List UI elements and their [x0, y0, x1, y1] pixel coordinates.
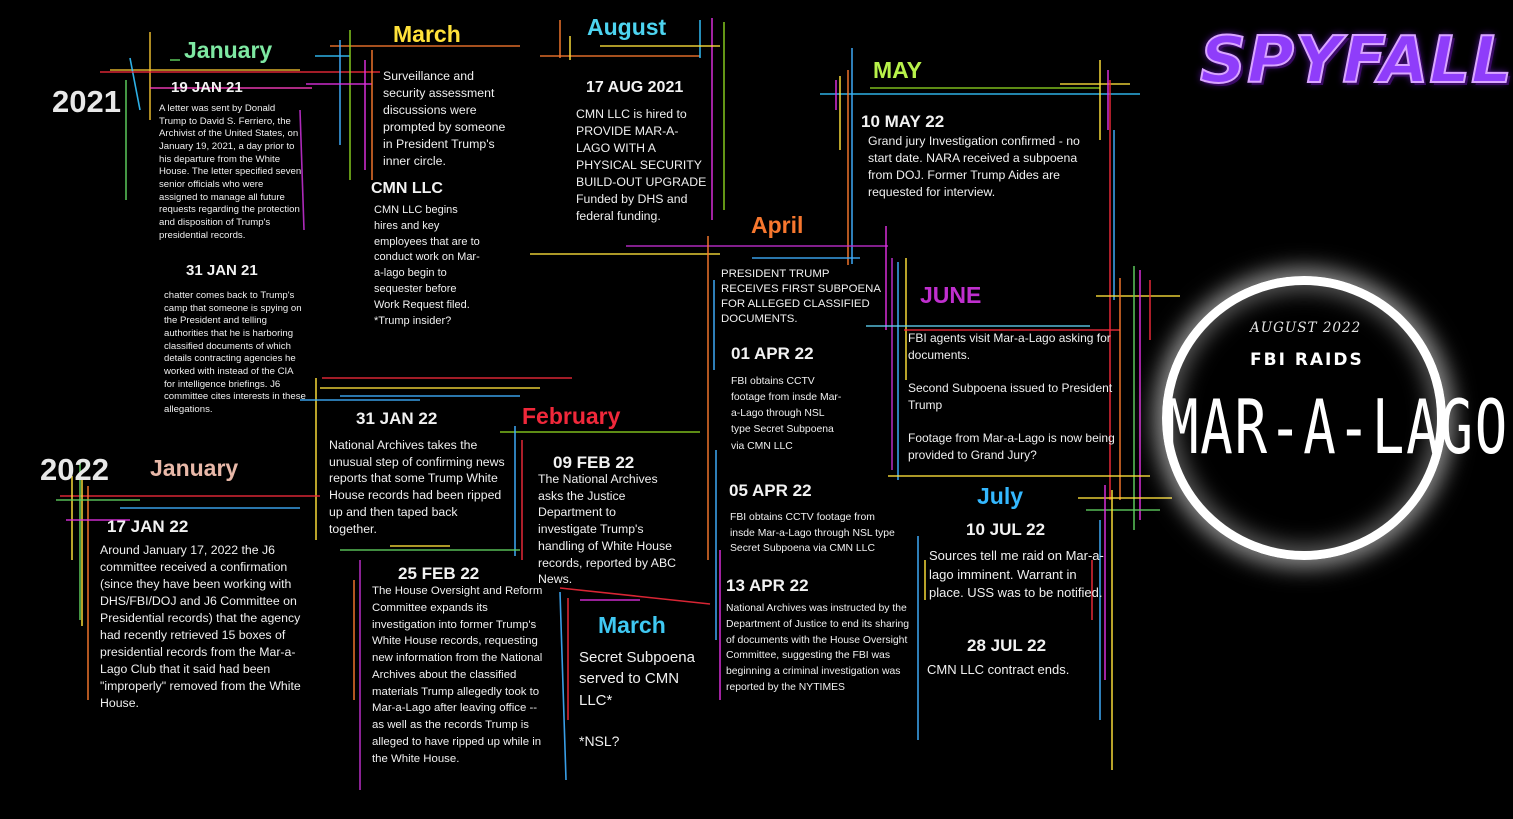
spyfall-logo: SPYFALL: [1200, 24, 1513, 98]
ring-title: MAR-A-LAGO: [1166, 384, 1510, 472]
event-title-cmn-llc: CMN LLC: [371, 180, 443, 197]
event-date-13-apr-22: 13 APR 22: [726, 576, 809, 595]
event-text-cmn-llc: CMN LLC begins hires and key employees that are to conduct work on Mar-a-lago begin to sequester before Work Request filed. *Trump insider?: [374, 204, 480, 327]
month-january-2021: January: [184, 37, 273, 63]
event-text-31-jan-22: National Archives takes the unusual step of confirming news reports that some Trump White House records had been ripped up and then taped back together.: [329, 438, 505, 536]
event-date-19-jan-21: 19 JAN 21: [171, 79, 243, 96]
event-date-31-jan-21: 31 JAN 21: [186, 262, 258, 279]
event-note-march-2022: *NSL?: [579, 733, 620, 749]
ring-heading: FBI RAIDS: [1250, 350, 1364, 370]
event-date-28-jul-22: 28 JUL 22: [967, 636, 1047, 655]
month-march-2021: March: [393, 21, 461, 47]
event-text-march-2021: Surveillance and security assessment discussions were prompted by someone in President Trump's inner circle.: [383, 69, 506, 168]
event-text-june-2022-footage: Footage from Mar-a-Lago is now being provided to Grand Jury?: [908, 431, 1115, 462]
event-text-march-2022: Secret Subpoena served to CMN LLC*: [579, 649, 695, 709]
event-text-05-apr-22: FBI obtains CCTV footage from insde Mar-a-Lago through NSL type Secret Subpoena via CMN LLC: [730, 512, 895, 555]
event-text-31-jan-21: chatter comes back to Trump's camp that someone is spying on the President and telling authorities that he is harboring classified documents of which details contracting agencies he worked with instead of the CIA for intelligence briefings. J6 committee cites interests in these allegations.: [164, 290, 306, 415]
ring-subtitle: AUGUST 2022: [1250, 320, 1362, 336]
event-text-09-feb-22: The National Archives asks the Justice Department to investigate Trump's handling of White House records, reported by ABC News.: [538, 472, 677, 587]
event-date-10-may-22: 10 MAY 22: [861, 112, 945, 131]
event-text-june-2022-subpoena: Second Subpoena issued to President Trump: [908, 381, 1113, 412]
event-text-17-jan-22: Around January 17, 2022 the J6 committee received a confirmation (since they have been working with DHS/FBI/DOJ and J6 Committee on Presidential records) that the agency had recently retrieved 15 boxes of presidential records from the Mar-a-Lago Club that it said had been "improperly" removed from the White House.: [100, 543, 301, 710]
event-date-25-feb-22: 25 FEB 22: [398, 564, 480, 583]
neon-line: [560, 592, 566, 780]
event-text-01-apr-22: FBI obtains CCTV footage from insde Mar-a-Lago through NSL type Secret Subpoena via CMN LLC: [731, 376, 842, 452]
event-text-april-2022: PRESIDENT TRUMP RECEIVES FIRST SUBPOENA FOR ALLEGED CLASSIFIED DOCUMENTS.: [721, 268, 881, 326]
event-text-25-feb-22: The House Oversight and Reform Committee expands its investigation into former Trump's White House records, requesting new information from the National Archives about the classified materials Trump allegedly took to Mar-a-Lago after leaving office -- as well as the records Trump is alleged to have ripped up while in the White House.: [372, 585, 543, 765]
month-march-2022: March: [598, 612, 666, 638]
event-text-13-apr-22: National Archives was instructed by the Department of Justice to end its sharing of documents with the House Oversight Committee, suggesting the FBI was beginning a criminal investigation was reported by the NYTIMES: [726, 603, 910, 694]
year-2021: 2021: [52, 84, 121, 119]
event-date-05-apr-22: 05 APR 22: [729, 481, 812, 500]
year-2022: 2022: [40, 452, 109, 487]
event-date-17-jan-22: 17 JAN 22: [107, 517, 189, 536]
month-january-2022: January: [150, 455, 239, 481]
event-text-10-may-22: Grand jury Investigation confirmed - no start date. NARA received a subpoena from DOJ. Former Trump Aides are requested for interview.: [868, 134, 1080, 199]
event-text-10-jul-22: Sources tell me raid on Mar-a-lago imminent. Warrant in place. USS was to be notified.: [929, 548, 1104, 601]
month-july-2022: July: [977, 483, 1024, 509]
event-text-17-aug-2021: CMN LLC is hired to PROVIDE MAR-A-LAGO WITH A PHYSICAL SECURITY BUILD-OUT UPGRADE Funded by DHS and federal funding.: [576, 107, 707, 223]
neon-line: [130, 58, 140, 110]
event-text-june-2022-visit: FBI agents visit Mar-a-Lago asking for documents.: [908, 331, 1111, 362]
month-february-2022: February: [522, 403, 621, 429]
event-date-17-aug-2021: 17 AUG 2021: [586, 79, 684, 96]
month-june-2022: JUNE: [920, 282, 982, 308]
month-may-2022: MAY: [873, 57, 922, 83]
event-date-31-jan-22: 31 JAN 22: [356, 409, 438, 428]
event-text-19-jan-21: A letter was sent by Donald Trump to David S. Ferriero, the Archivist of the United States, on January 19, 2021, a day prior to his departure from the White House. The letter specified seven senior officials who were assigned to manage all future requests regarding the protection and disposition of Trump's presidential records.: [159, 103, 302, 241]
event-date-09-feb-22: 09 FEB 22: [553, 453, 635, 472]
event-date-01-apr-22: 01 APR 22: [731, 344, 814, 363]
month-august-2021: August: [587, 14, 667, 40]
event-date-10-jul-22: 10 JUL 22: [966, 520, 1046, 539]
month-april-2022: April: [751, 212, 804, 238]
event-text-28-jul-22: CMN LLC contract ends.: [927, 662, 1070, 677]
neon-line: [560, 588, 710, 604]
